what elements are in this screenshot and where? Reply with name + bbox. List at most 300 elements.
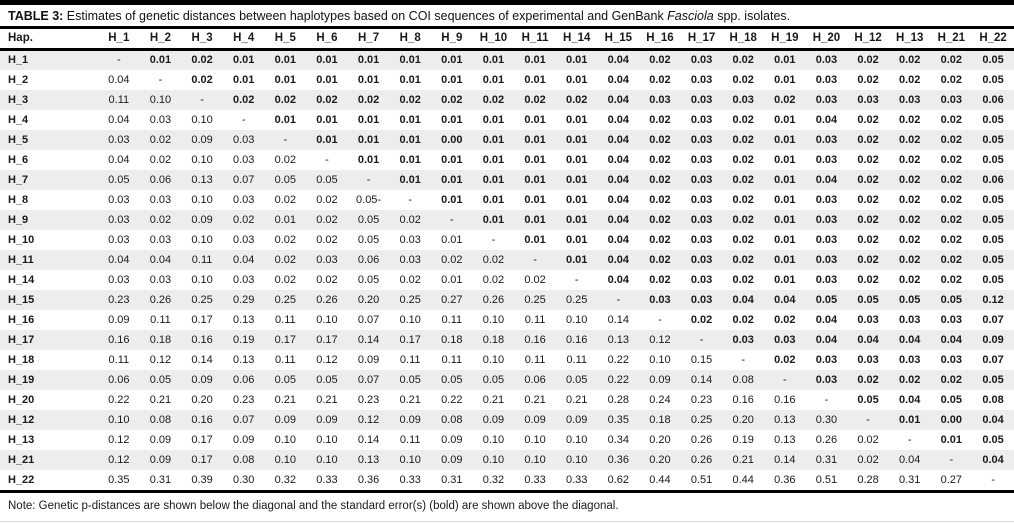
- pdistance-cell: 0.25: [690, 413, 713, 426]
- stderr-cell: 0.02: [857, 54, 879, 67]
- pdistance-cell: 0.30: [232, 473, 255, 486]
- stderr-cell: 0.02: [857, 373, 879, 386]
- pdistance-cell: 0.02: [441, 253, 463, 266]
- stderr-cell: 0.02: [524, 93, 546, 106]
- stderr-cell: 0.05: [857, 293, 879, 306]
- stderr-cell: 0.01: [441, 193, 463, 206]
- pdistance-cell: 0.19: [732, 433, 754, 446]
- pdistance-cell: 0.11: [441, 313, 463, 326]
- pdistance-cell: 0.21: [149, 393, 172, 406]
- pdistance-cell: 0.25: [565, 293, 588, 306]
- stderr-cell: 0.02: [191, 73, 213, 86]
- stderr-cell: 0.01: [399, 73, 421, 86]
- pdistance-cell: 0.16: [565, 333, 588, 346]
- stderr-cell: 0.01: [774, 273, 796, 286]
- pdistance-cell: 0.17: [191, 453, 213, 466]
- pdistance-cell: 0.39: [191, 473, 213, 486]
- stderr-cell: 0.01: [482, 193, 505, 206]
- pdistance-cell: 0.09: [191, 213, 213, 226]
- stderr-cell: 0.05: [815, 293, 838, 306]
- stderr-cell: 0.05: [940, 393, 963, 406]
- stderr-cell: 0.01: [524, 233, 546, 246]
- pdistance-cell: 0.02: [149, 213, 172, 226]
- stderr-cell: 0.01: [524, 54, 546, 67]
- stderr-cell: 0.01: [316, 73, 338, 86]
- pdistance-cell: 0.03: [232, 273, 255, 286]
- column-header: H_2: [140, 29, 182, 50]
- pdistance-cell: 0.05: [316, 173, 338, 186]
- stderr-cell: 0.01: [940, 433, 963, 446]
- pdistance-cell: 0.33: [399, 473, 421, 486]
- column-header: H_1: [98, 29, 140, 50]
- pdistance-cell: 0.11: [275, 353, 296, 366]
- diagonal-cell: -: [366, 173, 371, 186]
- diagonal-cell: -: [658, 313, 662, 326]
- stderr-cell: 0.01: [316, 133, 338, 146]
- stderr-cell: 0.02: [898, 73, 921, 86]
- pdistance-cell: 0.26: [149, 293, 172, 306]
- pdistance-cell: 0.05: [316, 373, 338, 386]
- stderr-cell: 0.02: [857, 233, 879, 246]
- row-header: H_16: [8, 313, 35, 326]
- pdistance-cell: 0.09: [441, 453, 463, 466]
- pdistance-cell: 0.14: [607, 313, 630, 326]
- stderr-cell: 0.01: [482, 213, 505, 226]
- pdistance-cell: 0.02: [274, 193, 297, 206]
- stderr-cell: 0.03: [898, 353, 921, 366]
- pdistance-cell: 0.13: [607, 333, 630, 346]
- pdistance-cell: 0.13: [357, 453, 380, 466]
- stderr-cell: 0.04: [940, 333, 963, 346]
- column-header: H_12: [847, 29, 889, 50]
- pdistance-cell: 0.11: [566, 353, 587, 366]
- pdistance-cell: 0.06: [149, 173, 172, 186]
- pdistance-cell: 0.04: [898, 453, 921, 466]
- diagonal-cell: -: [158, 73, 163, 86]
- stderr-cell: 0.02: [940, 373, 963, 386]
- row-header: H_2: [8, 73, 29, 86]
- stderr-cell: 0.01: [441, 73, 463, 86]
- pdistance-cell: 0.14: [774, 453, 796, 466]
- diagonal-cell: -: [741, 353, 746, 366]
- pdistance-cell: 0.17: [316, 333, 338, 346]
- stderr-cell: 0.04: [898, 393, 921, 406]
- pdistance-cell: 0.07: [357, 373, 380, 386]
- stderr-cell: 0.05: [857, 393, 879, 406]
- pdistance-cell: 0.03: [232, 133, 255, 146]
- stderr-cell: 0.01: [524, 173, 546, 186]
- stderr-cell: 0.03: [815, 373, 838, 386]
- pdistance-cell: 0.21: [316, 393, 338, 406]
- stderr-cell: 0.01: [774, 193, 796, 206]
- pdistance-cell: 0.02: [232, 213, 255, 226]
- row-header: H_12: [8, 413, 35, 426]
- pdistance-cell: 0.05: [357, 213, 380, 226]
- pdistance-cell: 0.02: [482, 273, 505, 286]
- pdistance-cell: 0.02: [274, 273, 297, 286]
- stderr-cell: 0.09: [982, 333, 1004, 346]
- diagonal-cell: -: [866, 413, 870, 426]
- stderr-cell: 0.02: [857, 73, 879, 86]
- pdistance-cell: 0.01: [441, 273, 463, 286]
- stderr-cell: 0.01: [399, 153, 421, 166]
- stderr-cell: 0.03: [898, 313, 921, 326]
- row-header: H_3: [8, 93, 29, 106]
- pdistance-cell: 0.16: [524, 333, 546, 346]
- stderr-cell: 0.03: [690, 93, 713, 106]
- stderr-cell: 0.03: [815, 273, 838, 286]
- pdistance-cell: 0.08: [441, 413, 463, 426]
- pdistance-cell: 0.13: [232, 313, 255, 326]
- stderr-cell: 0.02: [940, 173, 963, 186]
- stderr-cell: 0.04: [982, 413, 1004, 426]
- pdistance-cell: 0.02: [274, 253, 297, 266]
- stderr-cell: 0.02: [482, 93, 505, 106]
- pdistance-cell: 0.04: [108, 253, 130, 266]
- stderr-cell: 0.01: [524, 73, 546, 86]
- pdistance-cell: 0.25: [399, 293, 421, 306]
- row-header: H_17: [8, 333, 35, 346]
- stderr-cell: 0.03: [940, 93, 963, 106]
- pdistance-cell: 0.09: [108, 313, 130, 326]
- pdistance-cell: 0.26: [815, 433, 838, 446]
- pdistance-cell: 0.12: [649, 333, 671, 346]
- stderr-cell: 0.04: [607, 173, 630, 186]
- row-header: H_9: [8, 213, 29, 226]
- stderr-cell: 0.01: [565, 113, 588, 126]
- stderr-cell: 0.02: [857, 173, 879, 186]
- pdistance-cell: 0.11: [275, 313, 296, 326]
- pdistance-cell: 0.05: [108, 173, 130, 186]
- stderr-cell: 0.03: [690, 253, 713, 266]
- row-header: H_22: [8, 473, 35, 486]
- pdistance-cell: 0.26: [482, 293, 505, 306]
- stderr-cell: 0.02: [898, 253, 921, 266]
- stderr-cell: 0.03: [774, 333, 796, 346]
- stderr-cell: 0.03: [690, 293, 713, 306]
- pdistance-cell: 0.20: [649, 453, 671, 466]
- stderr-cell: 0.05: [982, 233, 1004, 246]
- column-header: H_22: [972, 29, 1014, 50]
- stderr-cell: 0.05: [982, 73, 1004, 86]
- pdistance-cell: 0.44: [649, 473, 671, 486]
- row-header: H_4: [8, 113, 29, 126]
- pdistance-cell: 0.05: [357, 273, 380, 286]
- stderr-cell: 0.01: [441, 54, 463, 67]
- stderr-cell: 0.01: [274, 113, 297, 126]
- row-header: H_20: [8, 393, 35, 406]
- stderr-cell: 0.01: [357, 153, 380, 166]
- pdistance-cell: 0.44: [732, 473, 754, 486]
- stderr-cell: 0.02: [732, 233, 754, 246]
- stderr-cell: 0.02: [649, 253, 671, 266]
- pdistance-cell: 0.02: [399, 213, 421, 226]
- stderr-cell: 0.02: [649, 233, 671, 246]
- stderr-cell: 0.03: [940, 313, 963, 326]
- table-row: [0, 230, 1014, 250]
- pdistance-cell: 0.11: [524, 353, 546, 366]
- pdistance-cell: 0.04: [108, 73, 130, 86]
- pdistance-cell: 0.11: [191, 253, 213, 266]
- stderr-cell: 0.02: [940, 133, 963, 146]
- stderr-cell: 0.02: [774, 93, 796, 106]
- stderr-cell: 0.05: [982, 213, 1004, 226]
- stderr-cell: 0.01: [565, 54, 588, 67]
- stderr-cell: 0.03: [815, 233, 838, 246]
- stderr-cell: 0.00: [940, 413, 963, 426]
- pdistance-cell: 0.07: [357, 313, 380, 326]
- stderr-cell: 0.02: [774, 313, 796, 326]
- stderr-cell: 0.01: [149, 54, 172, 67]
- stderr-cell: 0.01: [524, 153, 546, 166]
- pdistance-cell: 0.20: [357, 293, 380, 306]
- pdistance-cell: 0.27: [940, 473, 963, 486]
- pdistance-cell: 0.33: [316, 473, 338, 486]
- table-note: Note: Genetic p-distances are shown below the diagonal and the standard error(s) (bold) are shown above the diagonal.: [0, 490, 1014, 517]
- stderr-cell: 0.02: [191, 54, 213, 67]
- pdistance-cell: 0.22: [108, 393, 130, 406]
- pdistance-cell: 0.30: [815, 413, 838, 426]
- stderr-cell: 0.04: [815, 333, 838, 346]
- column-header: H_15: [598, 29, 640, 50]
- pdistance-cell: 0.05: [274, 373, 297, 386]
- stderr-cell: 0.04: [732, 293, 754, 306]
- stderr-cell: 0.03: [690, 133, 713, 146]
- pdistance-cell: 0.10: [524, 433, 546, 446]
- pdistance-cell: 0.03: [399, 233, 421, 246]
- pdistance-cell: 0.20: [649, 433, 671, 446]
- pdistance-cell: 0.31: [898, 473, 921, 486]
- stderr-cell: 0.01: [399, 133, 421, 146]
- stderr-cell: 0.01: [524, 193, 546, 206]
- pdistance-cell: 0.20: [732, 413, 754, 426]
- row-header: H_15: [8, 293, 35, 306]
- pdistance-cell: 0.14: [690, 373, 713, 386]
- row-header: H_10: [8, 233, 35, 246]
- stderr-cell: 0.03: [690, 54, 713, 67]
- stderr-cell: 0.02: [940, 73, 963, 86]
- pdistance-cell: 0.16: [108, 333, 130, 346]
- pdistance-cell: 0.21: [274, 393, 297, 406]
- pdistance-cell: 0.09: [274, 413, 297, 426]
- diagonal-cell: -: [991, 473, 995, 486]
- stderr-cell: 0.04: [607, 54, 630, 67]
- stderr-cell: 0.01: [357, 113, 380, 126]
- pdistance-cell: 0.17: [191, 313, 213, 326]
- stderr-cell: 0.02: [732, 153, 754, 166]
- stderr-cell: 0.01: [774, 253, 796, 266]
- pdistance-cell: 0.16: [732, 393, 754, 406]
- stderr-cell: 0.02: [690, 313, 713, 326]
- pdistance-cell: 0.51: [690, 473, 713, 486]
- diagonal-cell: -: [699, 333, 704, 346]
- pdistance-cell: 0.09: [524, 413, 546, 426]
- stderr-cell: 0.02: [732, 193, 754, 206]
- stderr-cell: 0.04: [898, 333, 921, 346]
- stderr-cell: 0.05: [982, 253, 1004, 266]
- stderr-cell: 0.05: [982, 433, 1004, 446]
- stderr-cell: 0.03: [649, 93, 671, 106]
- pdistance-cell: 0.31: [815, 453, 838, 466]
- pdistance-cell: 0.12: [108, 433, 130, 446]
- stderr-cell: 0.02: [940, 213, 963, 226]
- stderr-cell: 0.01: [232, 73, 255, 86]
- pdistance-cell: 0.05: [399, 373, 421, 386]
- stderr-cell: 0.02: [898, 273, 921, 286]
- stderr-cell: 0.02: [857, 153, 879, 166]
- stderr-cell: 0.01: [524, 213, 546, 226]
- pdistance-cell: 0.09: [232, 433, 255, 446]
- pdistance-cell: 0.11: [399, 433, 421, 446]
- table-row: [0, 70, 1014, 90]
- stderr-cell: 0.02: [940, 113, 963, 126]
- stderr-cell: 0.04: [607, 73, 630, 86]
- table-row: [0, 270, 1014, 290]
- stderr-cell: 0.04: [815, 173, 838, 186]
- stderr-cell: 0.02: [898, 373, 921, 386]
- stderr-cell: 0.02: [857, 193, 879, 206]
- diagonal-cell: -: [574, 273, 579, 286]
- stderr-cell: 0.04: [815, 113, 838, 126]
- row-header: H_21: [8, 453, 35, 466]
- pdistance-cell: 0.14: [191, 353, 213, 366]
- stderr-cell: 0.02: [898, 54, 921, 67]
- stderr-cell: 0.01: [482, 173, 505, 186]
- stderr-cell: 0.01: [524, 133, 546, 146]
- stderr-cell: 0.01: [898, 413, 921, 426]
- stderr-cell: 0.02: [357, 93, 380, 106]
- stderr-cell: 0.01: [565, 193, 588, 206]
- stderr-cell: 0.02: [940, 253, 963, 266]
- pdistance-cell: 0.10: [316, 453, 338, 466]
- stderr-cell: 0.03: [690, 213, 713, 226]
- stderr-cell: 0.04: [857, 333, 879, 346]
- pdistance-cell: 0.06: [232, 373, 255, 386]
- table-row: [0, 470, 1014, 490]
- stderr-cell: 0.03: [690, 173, 713, 186]
- diagonal-cell: -: [824, 393, 829, 406]
- stderr-cell: 0.12: [982, 293, 1004, 306]
- row-header: H_6: [8, 153, 29, 166]
- pdistance-cell: 0.22: [607, 373, 630, 386]
- pdistance-cell: 0.09: [316, 413, 338, 426]
- stderr-cell: 0.02: [857, 253, 879, 266]
- pdistance-cell: 0.01: [274, 213, 297, 226]
- stderr-cell: 0.01: [274, 54, 297, 67]
- pdistance-cell: 0.35: [607, 413, 630, 426]
- pdistance-cell: 0.04: [108, 113, 130, 126]
- row-header: H_5: [8, 133, 29, 146]
- pdistance-cell: 0.10: [482, 353, 505, 366]
- pdistance-cell: 0.09: [399, 413, 421, 426]
- pdistance-cell: 0.10: [565, 453, 588, 466]
- stderr-cell: 0.01: [565, 73, 588, 86]
- stderr-cell: 0.02: [649, 54, 671, 67]
- pdistance-cell: 0.09: [565, 413, 588, 426]
- table-row: [0, 170, 1014, 190]
- stderr-cell: 0.01: [399, 54, 421, 67]
- pdistance-cell: 0.02: [524, 273, 546, 286]
- pdistance-cell: 0.18: [441, 333, 463, 346]
- diagonal-cell: -: [949, 453, 954, 466]
- stderr-cell: 0.02: [649, 213, 671, 226]
- pdistance-cell: 0.10: [316, 433, 338, 446]
- diagonal-cell: -: [907, 433, 912, 446]
- pdistance-cell: 0.10: [108, 413, 130, 426]
- pdistance-cell: 0.03: [232, 193, 255, 206]
- pdistance-cell: 0.10: [482, 433, 505, 446]
- pdistance-cell: 0.18: [649, 413, 671, 426]
- bottom-rule: [0, 521, 1014, 522]
- pdistance-cell: 0.12: [149, 353, 172, 366]
- stderr-cell: 0.01: [441, 113, 463, 126]
- stderr-cell: 0.03: [690, 113, 713, 126]
- row-header: H_8: [8, 193, 29, 206]
- stderr-cell: 0.01: [565, 213, 588, 226]
- diagonal-cell: -: [408, 193, 413, 206]
- pdistance-cell: 0.02: [857, 453, 879, 466]
- stderr-cell: 0.07: [982, 313, 1004, 326]
- pdistance-cell: 0.04: [232, 253, 255, 266]
- stderr-cell: 0.02: [565, 93, 588, 106]
- stderr-cell: 0.03: [690, 273, 713, 286]
- row-header: H_13: [8, 433, 35, 446]
- pdistance-cell: 0.09: [191, 133, 213, 146]
- pdistance-cell: 0.14: [357, 333, 380, 346]
- stderr-cell: 0.04: [607, 213, 630, 226]
- stderr-cell: 0.02: [898, 133, 921, 146]
- pdistance-cell: 0.10: [149, 93, 172, 106]
- pdistance-cell: 0.26: [690, 453, 713, 466]
- pdistance-cell: 0.10: [191, 113, 213, 126]
- stderr-cell: 0.01: [441, 153, 463, 166]
- stderr-cell: 0.01: [232, 54, 255, 67]
- stderr-cell: 0.02: [649, 273, 671, 286]
- pdistance-cell: 0.10: [649, 353, 671, 366]
- pdistance-cell: 0.28: [607, 393, 630, 406]
- pdistance-cell: 0.31: [149, 473, 172, 486]
- pdistance-cell: 0.09: [191, 373, 213, 386]
- pdistance-cell: 0.08: [149, 413, 172, 426]
- pdistance-cell: 0.02: [857, 433, 879, 446]
- column-header: H_19: [764, 29, 806, 50]
- stderr-cell: 0.03: [857, 93, 879, 106]
- diagonal-cell: -: [200, 93, 204, 106]
- pdistance-cell: 0.05: [441, 373, 463, 386]
- pdistance-cell: 0.26: [316, 293, 338, 306]
- stderr-cell: 0.02: [898, 173, 921, 186]
- stderr-cell: 0.01: [482, 54, 505, 67]
- table-row: [0, 110, 1014, 130]
- row-header: H_18: [8, 353, 35, 366]
- pdistance-cell: 0.15: [690, 353, 713, 366]
- diagonal-cell: -: [533, 253, 537, 266]
- stderr-cell: 0.04: [982, 453, 1004, 466]
- pdistance-cell: 0.06: [524, 373, 546, 386]
- pdistance-cell: 0.03: [149, 193, 172, 206]
- stderr-cell: 0.02: [898, 113, 921, 126]
- pdistance-cell: 0.17: [274, 333, 297, 346]
- stderr-cell: 0.02: [732, 313, 754, 326]
- stderr-cell: 0.05: [940, 293, 963, 306]
- pdistance-cell: 0.02: [316, 273, 338, 286]
- table-title-label: TABLE 3:: [8, 9, 64, 23]
- table-row: [0, 130, 1014, 150]
- stderr-cell: 0.02: [940, 193, 963, 206]
- stderr-cell: 0.01: [565, 233, 588, 246]
- stderr-cell: 0.01: [482, 133, 505, 146]
- stderr-cell: 0.01: [316, 113, 338, 126]
